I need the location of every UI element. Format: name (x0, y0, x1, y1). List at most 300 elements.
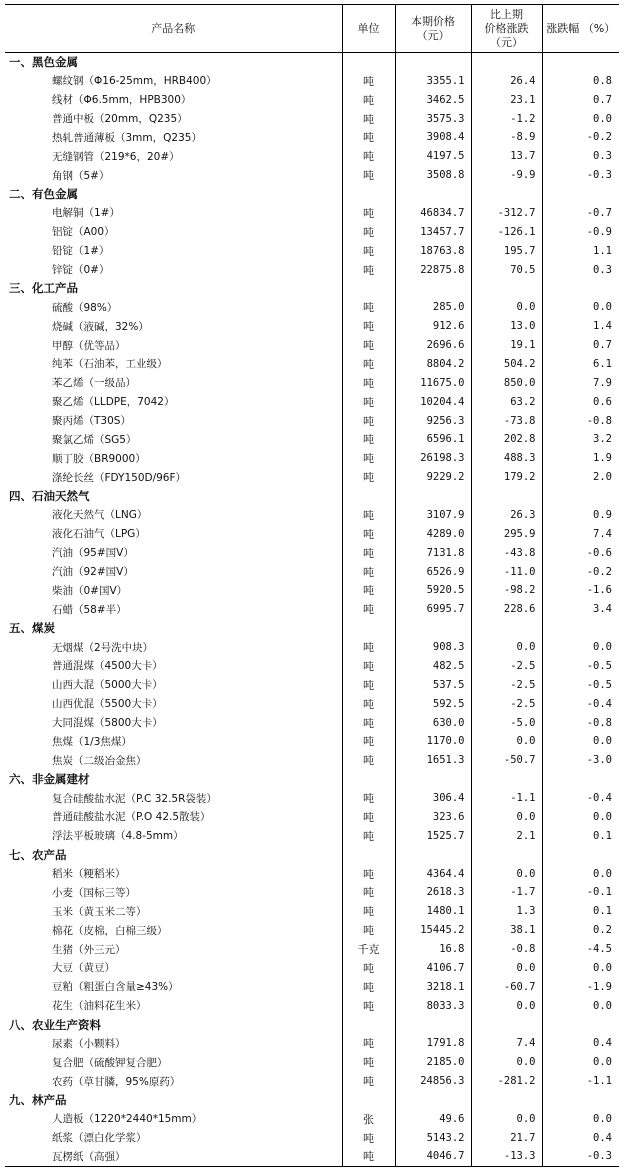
change-cell: 21.7 (471, 1128, 542, 1147)
product-name: 纸浆（漂白化学浆） (52, 1132, 147, 1145)
unit-cell: 吨 (342, 222, 395, 241)
change-cell: -98.2 (471, 581, 542, 600)
percent-cell: 0.4 (542, 1034, 619, 1053)
table-row (5, 675, 619, 694)
percent-cell: -3.0 (542, 751, 619, 770)
unit-cell: 吨 (342, 355, 395, 374)
product-name: 汽油（95#国Ⅴ） (52, 547, 134, 560)
change-cell: -0.8 (471, 940, 542, 959)
price-cell: 323.6 (395, 808, 471, 827)
header-price-change-line1: 比上期 (490, 7, 523, 21)
change-cell: 0.0 (471, 1110, 542, 1129)
percent-cell (542, 279, 619, 298)
price-cell: 4106.7 (395, 959, 471, 978)
percent-cell: 6.1 (542, 355, 619, 374)
table-row (5, 883, 619, 902)
change-cell: 295.9 (471, 524, 542, 543)
price-cell: 8033.3 (395, 996, 471, 1015)
price-cell: 3575.3 (395, 109, 471, 128)
percent-cell: 0.2 (542, 921, 619, 940)
change-cell: 23.1 (471, 90, 542, 109)
price-cell: 16.8 (395, 940, 471, 959)
table-row (5, 732, 619, 751)
table-row (5, 1072, 619, 1091)
product-name: 线材（Φ6.5mm，HPB300） (52, 94, 192, 107)
table-row (5, 430, 619, 449)
table-row (5, 1147, 619, 1166)
percent-cell: -0.6 (542, 543, 619, 562)
percent-cell: -0.4 (542, 694, 619, 713)
percent-cell: 3.4 (542, 600, 619, 619)
product-name: 顺丁胶（BR9000） (52, 452, 146, 465)
price-cell: 49.6 (395, 1110, 471, 1129)
product-name: 复合硅酸盐水泥（P.C 32.5R袋装） (52, 792, 217, 805)
unit-cell: 吨 (342, 1072, 395, 1091)
percent-cell: -0.1 (542, 883, 619, 902)
price-cell: 3462.5 (395, 90, 471, 109)
price-cell: 6596.1 (395, 430, 471, 449)
unit-cell (342, 487, 395, 506)
product-name: 生猪（外三元） (52, 943, 126, 956)
unit-cell: 吨 (342, 713, 395, 732)
price-cell: 18763.8 (395, 241, 471, 260)
percent-cell: 0.3 (542, 147, 619, 166)
category-row (5, 845, 619, 864)
unit-cell: 吨 (342, 694, 395, 713)
table-row (5, 166, 619, 185)
unit-cell: 吨 (342, 732, 395, 751)
table-row (5, 996, 619, 1015)
table-row (5, 411, 619, 430)
unit-cell: 吨 (342, 166, 395, 185)
product-name: 无缝钢管（219*6，20#） (52, 150, 180, 163)
percent-cell: -0.7 (542, 204, 619, 223)
unit-cell (342, 185, 395, 204)
percent-cell: 0.0 (542, 808, 619, 827)
product-name: 普通硅酸盐水泥（P.O 42.5散装） (52, 811, 211, 824)
price-cell: 6526.9 (395, 562, 471, 581)
change-cell: 26.4 (471, 71, 542, 90)
table-row (5, 260, 619, 279)
percent-cell: -0.3 (542, 166, 619, 185)
product-name: 聚乙烯（LLDPE，7042） (52, 396, 175, 409)
unit-cell: 吨 (342, 373, 395, 392)
unit-cell: 吨 (342, 1128, 395, 1147)
percent-cell (542, 619, 619, 638)
table-row (5, 694, 619, 713)
change-cell (471, 619, 542, 638)
product-name: 无烟煤（2号洗中块） (52, 641, 154, 654)
header-current-price-line1: 本期价格 (411, 14, 455, 28)
price-cell (395, 845, 471, 864)
price-cell (395, 1015, 471, 1034)
price-cell: 13457.7 (395, 222, 471, 241)
table-row (5, 864, 619, 883)
price-cell: 15445.2 (395, 921, 471, 940)
unit-cell: 吨 (342, 977, 395, 996)
percent-cell: 2.0 (542, 468, 619, 487)
unit-cell: 吨 (342, 260, 395, 279)
product-name: 纯苯（石油苯，工业级） (52, 358, 168, 371)
change-cell: 7.4 (471, 1034, 542, 1053)
price-cell: 9256.3 (395, 411, 471, 430)
change-cell: -2.5 (471, 675, 542, 694)
product-name: 山西大混（5000大卡） (52, 679, 163, 692)
price-cell: 11675.0 (395, 373, 471, 392)
unit-cell: 吨 (342, 996, 395, 1015)
table-row (5, 751, 619, 770)
price-cell: 908.3 (395, 638, 471, 657)
unit-cell: 吨 (342, 1053, 395, 1072)
unit-cell: 吨 (342, 449, 395, 468)
change-cell: 0.0 (471, 996, 542, 1015)
percent-cell: 0.0 (542, 109, 619, 128)
change-cell: -5.0 (471, 713, 542, 732)
change-cell (471, 1015, 542, 1034)
percent-cell: 0.0 (542, 959, 619, 978)
header-product-name: 产品名称 (5, 5, 342, 53)
unit-cell (342, 53, 395, 72)
product-name: 普通中板（20mm，Q235） (52, 113, 188, 126)
change-cell: -1.1 (471, 789, 542, 808)
change-cell (471, 185, 542, 204)
percent-cell: 7.4 (542, 524, 619, 543)
category-name: 三、化工产品 (9, 281, 78, 296)
table-row (5, 657, 619, 676)
percent-cell (542, 185, 619, 204)
table-row (5, 600, 619, 619)
unit-cell: 吨 (342, 430, 395, 449)
unit-cell (342, 279, 395, 298)
price-cell: 1170.0 (395, 732, 471, 751)
change-cell: -11.0 (471, 562, 542, 581)
table-row (5, 298, 619, 317)
table-row (5, 977, 619, 996)
price-cell: 285.0 (395, 298, 471, 317)
unit-cell: 吨 (342, 298, 395, 317)
percent-cell (542, 1015, 619, 1034)
percent-cell (542, 845, 619, 864)
change-cell: 26.3 (471, 506, 542, 525)
header-change-percent: 涨跌幅 （%） (542, 5, 619, 53)
percent-cell: -0.5 (542, 675, 619, 694)
change-cell: -60.7 (471, 977, 542, 996)
unit-cell: 吨 (342, 883, 395, 902)
change-cell: -2.5 (471, 657, 542, 676)
unit-cell: 吨 (342, 638, 395, 657)
price-cell (395, 279, 471, 298)
percent-cell: 0.0 (542, 298, 619, 317)
product-name: 铅锭（1#） (52, 245, 110, 258)
unit-cell: 吨 (342, 468, 395, 487)
category-name: 九、林产品 (9, 1093, 67, 1108)
unit-cell: 千克 (342, 940, 395, 959)
unit-cell: 吨 (342, 524, 395, 543)
price-cell: 22875.8 (395, 260, 471, 279)
table-row (5, 902, 619, 921)
unit-cell (342, 619, 395, 638)
percent-cell: 0.0 (542, 638, 619, 657)
change-cell: 19.1 (471, 336, 542, 355)
category-row (5, 279, 619, 298)
category-row (5, 487, 619, 506)
product-name: 角钢（5#） (52, 169, 110, 182)
table-row (5, 241, 619, 260)
table-row (5, 317, 619, 336)
price-cell: 4364.4 (395, 864, 471, 883)
product-name: 玉米（黄玉米二等） (52, 905, 147, 918)
change-cell: 0.0 (471, 959, 542, 978)
price-cell: 46834.7 (395, 204, 471, 223)
table-row (5, 562, 619, 581)
percent-cell: 0.0 (542, 1110, 619, 1129)
percent-cell: -0.3 (542, 1147, 619, 1166)
change-cell: 2.1 (471, 826, 542, 845)
price-cell: 4197.5 (395, 147, 471, 166)
product-name: 焦煤（1/3焦煤） (52, 735, 132, 748)
category-name: 八、农业生产资料 (9, 1017, 101, 1032)
change-cell: -43.8 (471, 543, 542, 562)
percent-cell (542, 53, 619, 72)
category-row (5, 619, 619, 638)
percent-cell: -1.6 (542, 581, 619, 600)
price-cell: 2618.3 (395, 883, 471, 902)
unit-cell: 吨 (342, 336, 395, 355)
price-cell: 4046.7 (395, 1147, 471, 1166)
unit-cell: 吨 (342, 147, 395, 166)
change-cell (471, 845, 542, 864)
unit-cell: 吨 (342, 600, 395, 619)
change-cell: -9.9 (471, 166, 542, 185)
price-cell: 1791.8 (395, 1034, 471, 1053)
percent-cell: -0.5 (542, 657, 619, 676)
percent-cell: 0.3 (542, 260, 619, 279)
price-cell: 3355.1 (395, 71, 471, 90)
table-row (5, 713, 619, 732)
price-cell: 3508.8 (395, 166, 471, 185)
percent-cell: 0.4 (542, 1128, 619, 1147)
unit-cell: 吨 (342, 1034, 395, 1053)
unit-cell: 吨 (342, 675, 395, 694)
table-row (5, 392, 619, 411)
unit-cell: 吨 (342, 864, 395, 883)
price-cell: 592.5 (395, 694, 471, 713)
table-row (5, 940, 619, 959)
product-name: 液化石油气（LPG） (52, 528, 146, 541)
unit-cell: 吨 (342, 71, 395, 90)
percent-cell: 0.0 (542, 864, 619, 883)
change-cell: 195.7 (471, 241, 542, 260)
price-cell: 1651.3 (395, 751, 471, 770)
percent-cell: -0.4 (542, 789, 619, 808)
change-cell: 0.0 (471, 638, 542, 657)
change-cell (471, 487, 542, 506)
percent-cell: -0.2 (542, 562, 619, 581)
change-cell: 0.0 (471, 298, 542, 317)
change-cell: 202.8 (471, 430, 542, 449)
price-cell: 6995.7 (395, 600, 471, 619)
percent-cell (542, 1091, 619, 1110)
table-row (5, 336, 619, 355)
percent-cell: 1.4 (542, 317, 619, 336)
header-current-price-line2: （元） (416, 28, 450, 42)
unit-cell: 吨 (342, 808, 395, 827)
change-cell: 1.3 (471, 902, 542, 921)
product-name: 大同混煤（5800大卡） (52, 717, 163, 730)
product-name: 烧碱（液碱，32%） (52, 320, 149, 333)
table-row (5, 1034, 619, 1053)
price-cell: 8804.2 (395, 355, 471, 374)
change-cell: -312.7 (471, 204, 542, 223)
product-name: 普通混煤（4500大卡） (52, 660, 163, 673)
category-row (5, 53, 619, 72)
change-cell: 179.2 (471, 468, 542, 487)
product-name: 豆粕（粗蛋白含量≥43%） (52, 981, 179, 994)
table-row (5, 204, 619, 223)
percent-cell: 0.0 (542, 996, 619, 1015)
unit-cell: 吨 (342, 1147, 395, 1166)
price-cell: 912.6 (395, 317, 471, 336)
percent-cell: 0.9 (542, 506, 619, 525)
change-cell: 13.7 (471, 147, 542, 166)
unit-cell: 吨 (342, 543, 395, 562)
price-cell (395, 619, 471, 638)
table-row (5, 524, 619, 543)
table-header-row (5, 5, 619, 53)
price-cell (395, 487, 471, 506)
table-row (5, 355, 619, 374)
unit-cell: 吨 (342, 581, 395, 600)
price-cell: 537.5 (395, 675, 471, 694)
table-row (5, 128, 619, 147)
percent-cell: 0.8 (542, 71, 619, 90)
table-row (5, 638, 619, 657)
price-cell: 4289.0 (395, 524, 471, 543)
table-row (5, 808, 619, 827)
header-price-change (471, 5, 542, 53)
change-cell: -1.2 (471, 109, 542, 128)
product-name: 瓦楞纸（高强） (5, 1147, 342, 1166)
percent-cell: 0.6 (542, 392, 619, 411)
price-cell: 24856.3 (395, 1072, 471, 1091)
product-name: 山西优混（5500大卡） (52, 698, 163, 711)
product-name: 石蜡（58#半） (52, 603, 127, 616)
percent-cell: -1.1 (542, 1072, 619, 1091)
table-row (5, 71, 619, 90)
price-cell: 7131.8 (395, 543, 471, 562)
product-name: 大豆（黄豆） (52, 962, 115, 975)
price-cell: 3908.4 (395, 128, 471, 147)
product-name: 硫酸（98%） (52, 301, 118, 314)
percent-cell: -0.8 (542, 713, 619, 732)
change-cell: 70.5 (471, 260, 542, 279)
unit-cell: 吨 (342, 109, 395, 128)
category-name: 二、有色金属 (9, 187, 78, 202)
product-name: 浮法平板玻璃（4.8-5mm） (52, 830, 184, 843)
percent-cell: 3.2 (542, 430, 619, 449)
price-cell (395, 770, 471, 789)
product-name: 人造板（1220*2440*15mm） (52, 1113, 203, 1126)
percent-cell: 0.7 (542, 336, 619, 355)
product-name: 液化天然气（LNG） (52, 509, 148, 522)
table-row (5, 959, 619, 978)
unit-cell: 吨 (342, 959, 395, 978)
product-name: 聚氯乙烯（SG5） (52, 433, 137, 446)
percent-cell: -1.9 (542, 977, 619, 996)
price-cell: 9229.2 (395, 468, 471, 487)
table-row (5, 468, 619, 487)
percent-cell (542, 770, 619, 789)
price-cell: 2185.0 (395, 1053, 471, 1072)
product-name: 热轧普通薄板（3mm，Q235） (52, 131, 202, 144)
table-row (5, 789, 619, 808)
product-name: 铝锭（A00） (52, 226, 115, 239)
unit-cell: 吨 (342, 921, 395, 940)
change-cell: 13.0 (471, 317, 542, 336)
product-name: 甲醇（优等品） (52, 339, 126, 352)
unit-cell: 吨 (342, 657, 395, 676)
percent-cell: 0.1 (542, 826, 619, 845)
change-cell: 38.1 (471, 921, 542, 940)
change-cell: 0.0 (471, 732, 542, 751)
unit-cell: 吨 (342, 902, 395, 921)
percent-cell (542, 487, 619, 506)
unit-cell: 吨 (342, 789, 395, 808)
change-cell: -73.8 (471, 411, 542, 430)
change-cell: 488.3 (471, 449, 542, 468)
change-cell (471, 53, 542, 72)
price-cell: 10204.4 (395, 392, 471, 411)
price-cell: 2696.6 (395, 336, 471, 355)
category-name: 五、煤炭 (9, 621, 55, 636)
table-body (5, 53, 619, 1167)
table-row (5, 1128, 619, 1147)
table-row (5, 1053, 619, 1072)
table-row (5, 826, 619, 845)
unit-cell: 吨 (342, 317, 395, 336)
unit-cell (342, 845, 395, 864)
percent-cell: 1.1 (542, 241, 619, 260)
price-cell: 482.5 (395, 657, 471, 676)
price-cell: 5143.2 (395, 1128, 471, 1147)
percent-cell: 0.0 (542, 1053, 619, 1072)
unit-cell: 吨 (342, 392, 395, 411)
change-cell: 0.0 (471, 808, 542, 827)
product-name: 花生（油料花生米） (52, 1000, 147, 1013)
table-row (5, 506, 619, 525)
product-name: 农药（草甘膦，95%原药） (52, 1075, 181, 1088)
price-cell: 1480.1 (395, 902, 471, 921)
change-cell: -2.5 (471, 694, 542, 713)
table-row (5, 543, 619, 562)
percent-cell: 7.9 (542, 373, 619, 392)
table-row (5, 222, 619, 241)
change-cell: 228.6 (471, 600, 542, 619)
change-cell: -50.7 (471, 751, 542, 770)
product-name: 汽油（92#国Ⅴ） (52, 566, 134, 579)
price-cell: 306.4 (395, 789, 471, 808)
product-name: 柴油（0#国Ⅴ） (52, 584, 128, 597)
unit-cell: 张 (342, 1110, 395, 1129)
table-row (5, 1110, 619, 1129)
price-cell (395, 1091, 471, 1110)
header-current-price (395, 5, 471, 53)
change-cell: -8.9 (471, 128, 542, 147)
percent-cell: -0.9 (542, 222, 619, 241)
percent-cell: -4.5 (542, 940, 619, 959)
table-row (5, 90, 619, 109)
percent-cell: 0.7 (542, 90, 619, 109)
